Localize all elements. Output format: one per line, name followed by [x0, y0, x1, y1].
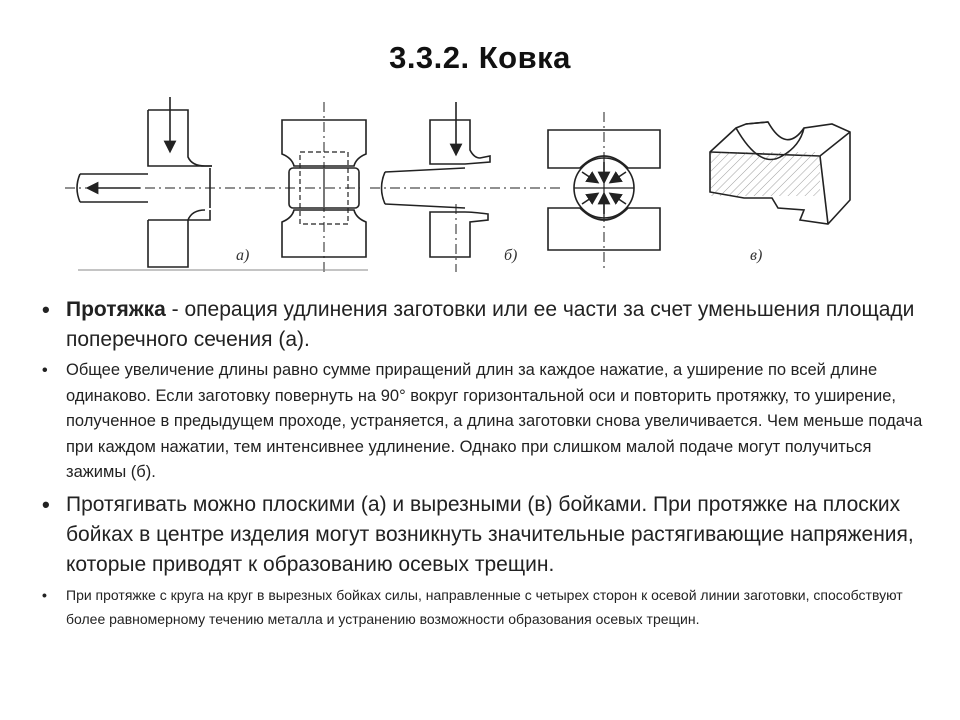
bullet-text: При протяжке с круга на круг в вырезных бойках силы, направленные с четырех сторон к осевой линии заготовки, способствуют более равномерному течению металла и устранению возможности образования осевых трещин. [66, 586, 903, 627]
figure-label-v: в) [750, 247, 763, 264]
bullet-marker: • [42, 586, 47, 603]
bullet-marker: • [42, 297, 50, 322]
pinch-dies-side-view [370, 102, 560, 272]
flat-dies-side-view [65, 97, 360, 267]
figure-label-b: б) [504, 247, 518, 264]
forging-diagram [60, 92, 880, 277]
bullet-item [40, 490, 925, 580]
swage-dies-front-view [548, 112, 660, 268]
bullet-marker: • [42, 491, 50, 517]
bullet-item [40, 583, 925, 631]
figure-label-a: а) [236, 247, 250, 264]
bullet-marker: • [42, 362, 48, 379]
bullet-text: Общее увеличение длины равно сумме приращений длин за каждое нажатие, а уширение по всей длине одинаково. Если заготовку повернуть на 90° вокруг горизонтальной оси и повторить протяжку, то уширение, полученное в предыдущем проходе, устраняется, а длина заготовки снова увеличивается. Чем меньше подача при каждом нажатии, тем интенсивнее удлинение. Однако при слишком малой подаче могут получиться зажимы (б). [66, 361, 923, 481]
bullet-item [40, 295, 925, 355]
bullet-item [40, 358, 925, 486]
flat-dies-front-view [282, 102, 366, 272]
slide-title: 3.3.2. Ковка [389, 40, 571, 75]
term-protyazhka: Протяжка [66, 298, 166, 321]
bullet-text: - операция удлинения заготовки или ее части за счет уменьшения площади поперечного сечения (а). [66, 298, 915, 351]
bullet-text: Протягивать можно плоскими (а) и вырезными (в) бойками. При протяжке на плоских бойках в центре изделия могут возникнуть значительные растягивающие напряжения, которые приводят к образованию осевых трещин. [66, 492, 914, 576]
bullet-list [40, 295, 925, 631]
v-swage-die-3d [710, 122, 850, 224]
